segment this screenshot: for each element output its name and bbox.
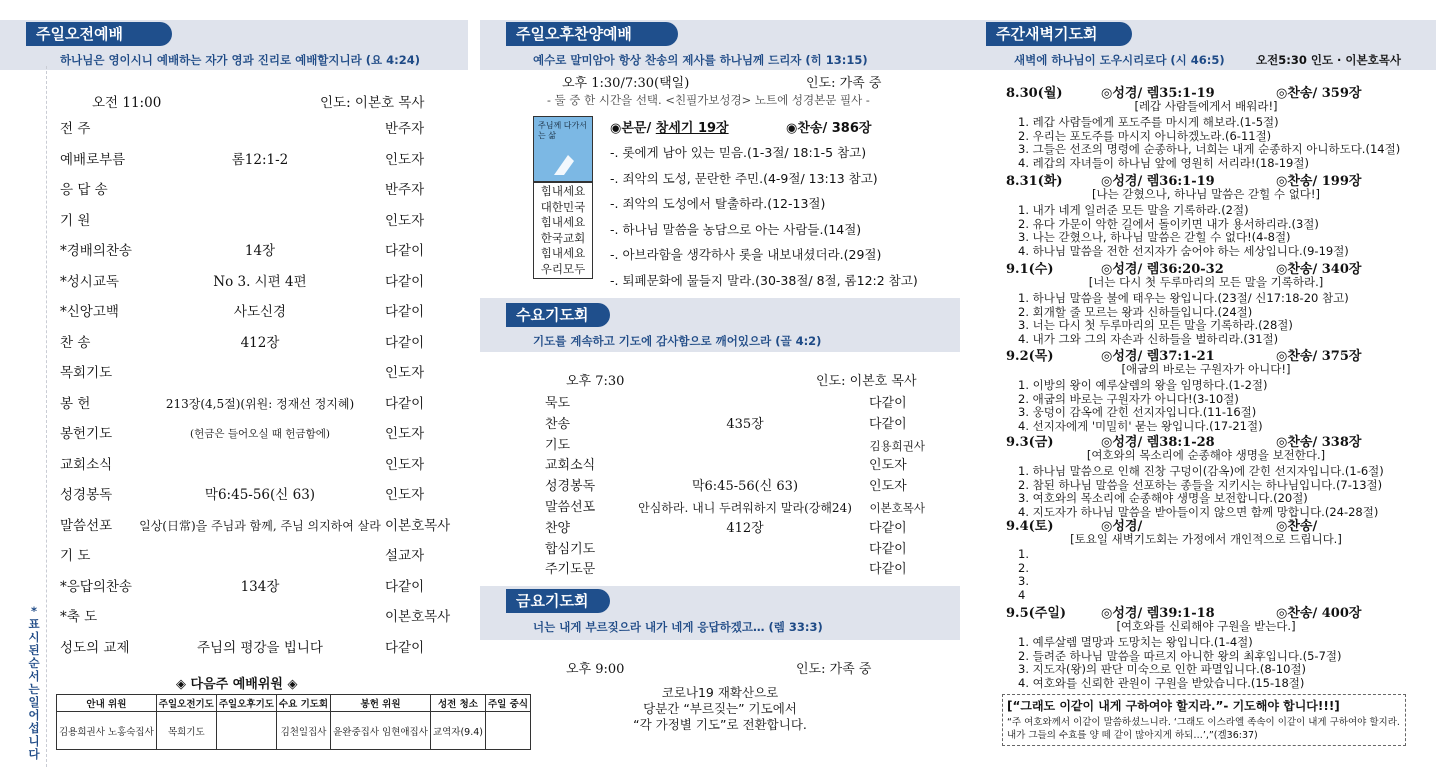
table-row — [60, 149, 450, 171]
dawn-line: 2. 들려준 하나님 말씀을 따르지 아니한 왕의 최후입니다.(5-7절) — [1018, 648, 1342, 663]
order-item: 교회소식 — [545, 458, 596, 474]
table-row — [60, 454, 450, 476]
dawn-line: 3. 나는 갇혔으나, 하나님 말씀은 갇힐 수 없다!(4-8절) — [1018, 230, 1291, 244]
order-leader: 다같이 — [869, 396, 907, 411]
table-row — [60, 210, 450, 232]
dawn-theme: [토요일 새벽기도회는 가정에서 개인적으로 드립니다.] — [1070, 532, 1342, 546]
verse-sunday-morning: 하나님은 영이시니 예배하는 자가 영과 진리로 예배할지니라 (요 4:24) — [60, 53, 420, 67]
order-item: 주기도문 — [545, 562, 596, 578]
table-row — [545, 540, 925, 560]
dawn-line: 3. — [1018, 574, 1029, 588]
order-item: *신앙고백 — [60, 304, 119, 320]
sermon-point: -. 죄악의 도성, 문란한 주민.(4-9절/ 13:13 참고) — [610, 170, 878, 186]
order-leader: 다같이 — [869, 520, 907, 536]
quote-body: “주 여호와께서 이같이 말씀하셨느니라. ‘그래도 이스라엘 족속이 이같이 내게 구하여야 할지라. 내가 그들의 수효를 양 떼 같이 많아지게 하되…’,”(겔36:37) — [1007, 717, 1400, 741]
dawn-hymn: ◎찬송/ 359장 — [1276, 86, 1362, 101]
volunteer-header: 성전 청소 — [430, 695, 485, 712]
sermon-image-text: 주님께 다가서는 삶 — [538, 121, 587, 140]
table-row — [60, 484, 450, 506]
bird-icon — [534, 149, 592, 179]
table-row — [60, 606, 450, 628]
dawn-theme: [애굽의 바로는 구원자가 아니다!] — [1121, 362, 1291, 376]
section-title-friday: 금요기도회 — [506, 589, 610, 613]
section-title-dawn: 주간새벽기도회 — [986, 22, 1132, 46]
sermon-point: -. 퇴폐문화에 물들지 말라.(30-38절/ 8절, 롬12:2 참고) — [610, 273, 918, 288]
verse-wednesday: 기도를 계속하고 기도에 감사함으로 깨어있으라 (골 4:2) — [533, 334, 822, 348]
afternoon-note: - 둘 중 한 시간을 선택. <친필가보성경> 노트에 성경본문 필사 - — [547, 93, 870, 107]
order-leader: 다같이 — [869, 416, 907, 432]
dawn-line: 4. 선지자에게 '미밀히' 묻는 왕입니다.(17-21절) — [1018, 418, 1263, 433]
order-leader: 다같이 — [385, 243, 425, 259]
table-row — [60, 301, 450, 323]
section-title-sunday-morning: 주일오전예배 — [26, 22, 172, 46]
dawn-date: 9.3(금) — [1006, 435, 1054, 450]
table-row — [545, 436, 925, 456]
table-row — [60, 393, 450, 415]
bless-line: 힘내세요 — [540, 184, 586, 198]
order-leader: 다같이 — [385, 578, 425, 595]
dawn-scripture: ◎성경/ 렘37:1-21 — [1101, 349, 1215, 364]
sermon-point: -. 죄악의 도성에서 탈출하라.(12-13절) — [610, 196, 826, 212]
order-item: 응 답 송 — [60, 182, 108, 198]
divider-1 — [46, 66, 47, 767]
order-item: 성경봉독 — [545, 479, 596, 495]
order-item: *경배의찬송 — [60, 243, 132, 259]
service-time: 오전 11:00 — [92, 95, 162, 111]
dawn-line: 4 — [1018, 587, 1026, 602]
order-content: 막6:45-56(신 63) — [204, 487, 316, 503]
dawn-scripture: ◎성경/ 렘38:1-28 — [1101, 435, 1215, 450]
dawn-line: 4. 지도자가 하나님 말씀을 받아들이지 않으면 함께 망합니다.(24-28절) — [1018, 504, 1379, 519]
table-row — [60, 637, 450, 659]
table-row — [545, 560, 925, 580]
table-row — [60, 240, 450, 262]
order-content: (헌금은 들어오실 때 헌금함에) — [190, 428, 330, 440]
afternoon-leader: 인도: 가족 중 — [806, 76, 882, 91]
quote-box — [1002, 694, 1406, 746]
order-item: 찬 송 — [60, 334, 91, 351]
dawn-line: 2. 우리는 포도주를 마시지 아니하겠노라.(6-11절) — [1018, 128, 1272, 143]
order-content: 안심하라. 내니 두려워하지 말라(강해24) — [638, 501, 852, 515]
order-leader: 다같이 — [385, 639, 425, 656]
order-content: 412장 — [726, 520, 764, 536]
dawn-theme: [너는 다시 첫 두루마리의 모든 말을 기록하라.] — [1088, 275, 1324, 289]
order-content: 134장 — [240, 578, 280, 595]
order-item: 묵도 — [545, 396, 571, 411]
sermon-point: -. 하나님 말씀을 농담으로 아는 사람들.(14절) — [610, 221, 862, 237]
order-content: 412장 — [240, 334, 280, 351]
dawn-scripture: ◎성경/ 렘36:1-19 — [1101, 174, 1215, 189]
sermon-hymn: ◉찬송/ 386장 — [786, 121, 872, 136]
order-leader: 다같이 — [385, 273, 425, 290]
volunteer-value: 목희기도 — [156, 712, 216, 750]
table-row — [545, 456, 925, 476]
table-row — [545, 477, 925, 497]
sermon-text: 창세기 19장 — [655, 121, 729, 136]
order-leader: 인도자 — [385, 365, 425, 381]
order-leader: 인도자 — [869, 458, 907, 474]
order-item: 찬양 — [545, 520, 571, 536]
dawn-line: 3. 그들은 선조의 명령에 순종하나, 너희는 내게 순종하지 아니하도다.(14절) — [1018, 142, 1401, 156]
bless-line: 우리모두 — [540, 261, 586, 276]
dawn-line: 2. — [1018, 560, 1029, 575]
order-item: 교회소식 — [60, 456, 113, 473]
bless-line: 대한민국 — [540, 199, 586, 214]
order-item: 성경봉독 — [60, 487, 113, 503]
dawn-line: 2. 애굽의 바로는 구원자가 아니다!(3-10절) — [1018, 391, 1239, 406]
bless-line: 힘내세요 — [540, 246, 586, 260]
bless-box — [533, 182, 593, 279]
dawn-theme: [여호와를 신뢰해야 구원을 받는다.] — [1116, 619, 1296, 633]
dawn-line: 2. 참된 하나님 말씀을 선포하는 종들을 지키시는 하나님입니다.(7-13절) — [1018, 477, 1383, 492]
order-content: 14장 — [244, 243, 276, 259]
dawn-time: 오전5:30 인도 · 이본호목사 — [1256, 53, 1401, 67]
sermon-point: -. 아브라함을 생각하사 롯을 내보내셨더라.(29절) — [610, 247, 882, 263]
volunteer-value: 김천일집사 — [276, 712, 330, 750]
dawn-line: 3. 너는 다시 첫 두루마리의 모든 말을 기록하라.(28절) — [1018, 318, 1293, 332]
table-row — [545, 519, 925, 539]
dawn-line: 1. — [1018, 547, 1029, 561]
order-leader: 인도자 — [385, 426, 425, 442]
dawn-hymn: ◎찬송/ 199장 — [1276, 174, 1362, 189]
volunteer-header: 주일 중식 — [485, 695, 530, 712]
order-leader: 이본호목사 — [385, 609, 451, 625]
order-item: *응답의찬송 — [60, 578, 132, 595]
fri-leader: 인도: 가족 중 — [796, 662, 872, 677]
verse-dawn: 새벽에 하나님이 도우시리로다 (시 46:5) — [1014, 53, 1225, 67]
volunteer-table — [56, 694, 531, 750]
volunteer-value — [216, 712, 276, 750]
volunteer-header: 주일오전기도 — [156, 695, 216, 712]
order-leader: 다같이 — [385, 395, 425, 412]
dawn-hymn: ◎찬송/ 400장 — [1276, 606, 1362, 621]
order-leader: 설교자 — [385, 548, 425, 564]
order-item: 목회기도 — [60, 365, 113, 381]
dawn-scripture: ◎성경/ 렘36:20-32 — [1101, 262, 1224, 277]
service-leader: 인도: 이본호 목사 — [320, 95, 425, 111]
volunteer-value: 교역자(9.4) — [430, 712, 485, 750]
table-row — [545, 498, 925, 518]
dawn-line: 1. 하나님 말씀으로 인해 진창 구덩이(감옥)에 갇힌 선지자입니다.(1-6절) — [1018, 464, 1384, 478]
order-item: 기도 — [545, 437, 571, 453]
bless-line: 한국교회 — [540, 230, 586, 245]
dawn-line: 3. 웅덩이 감옥에 갇힌 선지자입니다.(11-16절) — [1018, 405, 1257, 419]
order-item: *축 도 — [60, 609, 98, 625]
table-row — [60, 118, 450, 140]
order-item: 찬송 — [545, 416, 571, 432]
dawn-date: 9.1(수) — [1006, 262, 1054, 277]
dawn-date: 8.31(화) — [1006, 174, 1063, 189]
order-leader: 이본호목사 — [385, 517, 451, 534]
table-row — [60, 576, 450, 598]
order-content: 213장(4,5절)(위원: 정재선 정지혜) — [165, 396, 355, 411]
side-note: *표시된 순서는 일어섭니다 — [28, 604, 40, 761]
fri-line: 당분간 “부르짖는” 기도에서 — [643, 701, 797, 716]
dawn-line: 2. 회개할 줄 모르는 왕과 신하들입니다.(24절) — [1018, 304, 1253, 319]
volunteer-header: 안내 위원 — [57, 695, 157, 712]
dawn-scripture: ◎성경/ 렘39:1-18 — [1101, 606, 1215, 621]
quote-title: [“그래도 이같이 내게 구하여야 할지라.”- 기도해야 합니다!!!] — [1007, 699, 1340, 713]
dawn-scripture: ◎성경/ 렘35:1-19 — [1101, 86, 1215, 101]
next-week-title: ◈ 다음주 예배위원 ◈ — [176, 677, 298, 692]
order-item: 기 도 — [60, 548, 91, 564]
order-content: 사도신경 — [233, 304, 287, 320]
dawn-scripture: ◎성경/ — [1101, 519, 1143, 534]
volunteer-header: 수요 기도회 — [276, 695, 330, 712]
dawn-line: 3. 여호와의 목소리에 순종해야 생명을 보전합니다.(20절) — [1018, 491, 1308, 505]
volunteer-value: 김용희권사 노홍숙집사 — [57, 712, 157, 750]
order-leader: 다같이 — [869, 541, 907, 557]
order-item: 봉 헌 — [60, 395, 91, 412]
order-leader: 인도자 — [385, 212, 425, 229]
order-item: 봉헌기도 — [60, 426, 113, 442]
volunteer-header: 주일오후기도 — [216, 695, 276, 712]
order-item: 합심기도 — [545, 541, 596, 557]
afternoon-time: 오후 1:30/7:30(택일) — [562, 76, 690, 91]
dawn-line: 4. 여호와를 신뢰한 관원이 구원을 받았습니다.(15-18절) — [1018, 675, 1305, 690]
dawn-theme: [레갑 사람들에게서 배워라!] — [1134, 99, 1278, 113]
order-content: 일상(日常)을 주님과 함께, 주님 의지하여 살라 — [139, 518, 381, 533]
table-row — [60, 271, 450, 293]
fri-time: 오후 9:00 — [566, 662, 625, 677]
wed-leader: 인도: 이본호 목사 — [816, 374, 917, 389]
dawn-date: 9.2(목) — [1006, 349, 1054, 364]
table-row — [545, 415, 925, 435]
table-row — [60, 423, 450, 445]
bless-line: 힘내세요 — [540, 215, 586, 229]
dawn-line: 1. 이방의 왕이 예루살렘의 왕을 임명하다.(1-2절) — [1018, 378, 1268, 392]
dawn-date: 9.4(토) — [1006, 519, 1054, 534]
dawn-line: 1. 하나님 말씀을 불에 태우는 왕입니다.(23절/ 신17:18-20 참고) — [1018, 291, 1349, 305]
fri-line: “각 가정별 기도”로 전환합니다. — [633, 717, 807, 732]
order-item: 성도의 교제 — [60, 639, 130, 656]
sermon-image — [533, 116, 593, 182]
section-title-wednesday: 수요기도회 — [506, 303, 610, 327]
order-leader: 다같이 — [869, 562, 907, 578]
order-item: *성시교독 — [60, 273, 119, 290]
section-title-sunday-afternoon: 주일오후찬양예배 — [506, 22, 678, 46]
table-row — [60, 362, 450, 384]
order-leader: 이본호목사 — [869, 501, 925, 515]
order-item: 전 주 — [60, 121, 91, 137]
dawn-line: 2. 유다 가문이 악한 길에서 돌이키면 내가 용서하리라.(3절) — [1018, 216, 1319, 231]
order-item: 말씀선포 — [545, 500, 596, 515]
dawn-hymn: ◎찬송/ — [1276, 519, 1318, 534]
order-leader: 반주자 — [385, 121, 425, 137]
wed-time: 오후 7:30 — [566, 374, 625, 389]
dawn-line: 4. 내가 그와 그의 자손과 신하들을 벌하리라.(31절) — [1018, 331, 1279, 346]
order-leader: 인도자 — [869, 479, 907, 495]
table-row — [60, 515, 450, 537]
table-row — [545, 394, 925, 414]
verse-sunday-afternoon: 예수로 말미암아 항상 찬송의 제사를 하나님께 드리자 (히 13:15) — [533, 53, 868, 67]
sermon-label: ◉본문/ — [610, 121, 652, 136]
dawn-line: 1. 내가 네게 일러준 모든 말을 기록하라.(2절) — [1018, 203, 1249, 217]
table-row — [60, 545, 450, 567]
sermon-point: -. 롯에게 남아 있는 믿음.(1-3절/ 18:1-5 참고) — [610, 145, 867, 160]
order-leader: 다같이 — [385, 304, 425, 320]
order-leader: 인도자 — [385, 487, 425, 503]
dawn-line: 4. 레갑의 자녀들이 하나님 앞에 영원히 서리라!(18-19절) — [1018, 155, 1309, 170]
dawn-hymn: ◎찬송/ 375장 — [1276, 349, 1362, 364]
order-item: 말씀선포 — [60, 517, 113, 534]
order-leader: 다같이 — [385, 334, 425, 351]
dawn-hymn: ◎찬송/ 340장 — [1276, 262, 1362, 277]
table-row — [60, 179, 450, 201]
order-content: 막6:45-56(신 63) — [691, 479, 799, 495]
order-leader: 인도자 — [385, 151, 425, 168]
verse-friday: 너는 내게 부르짖으라 내가 네게 응답하겠고… (렘 33:3) — [533, 620, 823, 634]
order-leader: 반주자 — [385, 182, 425, 198]
dawn-theme: [여호와의 목소리에 순종해야 생명을 보전한다.] — [1086, 448, 1326, 462]
order-content: 롬12:1-2 — [231, 151, 289, 168]
dawn-theme: [나는 갇혔으나, 하나님 말씀은 갇힐 수 없다!] — [1091, 187, 1321, 201]
dawn-date: 8.30(월) — [1006, 86, 1063, 101]
order-content: 주님의 평강을 빕니다 — [197, 639, 323, 656]
dawn-line: 1. 레갑 사람들에게 포도주를 마시게 해보라.(1-5절) — [1018, 115, 1279, 129]
table-row — [60, 332, 450, 354]
order-leader: 인도자 — [385, 456, 425, 473]
dawn-hymn: ◎찬송/ 338장 — [1276, 435, 1362, 450]
dawn-line: 4. 하나님 말씀을 전한 선지자가 숨어야 하는 세상입니다.(9-19절) — [1018, 243, 1349, 258]
fri-line: 코로나19 재확산으로 — [661, 685, 779, 700]
sermon-main — [610, 117, 729, 136]
dawn-line: 1. 예루살렘 멸망과 도망치는 왕입니다.(1-4절) — [1018, 635, 1253, 649]
volunteer-value: 윤완중집사 임현애집사 — [331, 712, 431, 750]
order-item: 기 원 — [60, 212, 91, 229]
volunteer-header: 봉헌 위원 — [331, 695, 431, 712]
order-leader: 김용희권사 — [869, 438, 925, 453]
dawn-date: 9.5(주일) — [1006, 606, 1067, 621]
order-content: No 3. 시편 4편 — [213, 273, 307, 290]
order-content: 435장 — [726, 416, 764, 432]
order-item: 예배로부름 — [60, 151, 126, 168]
dawn-line: 3. 지도자(왕)의 판단 미숙으로 인한 파멸입니다.(8-10절) — [1018, 662, 1307, 676]
